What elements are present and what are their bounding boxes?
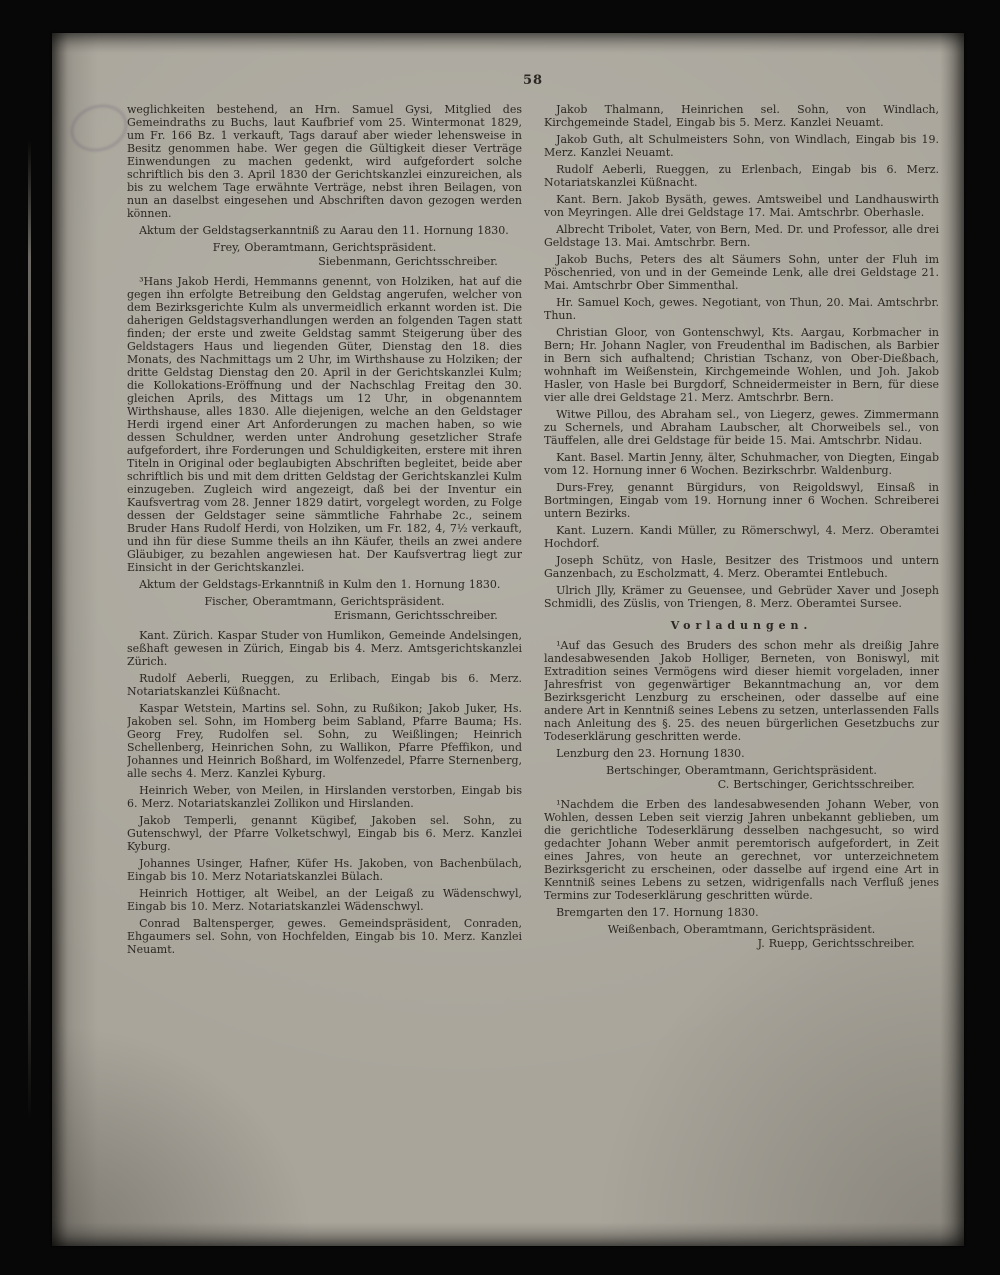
paragraph: Jakob Thalmann, Heinrichen sel. Sohn, von Windlach, Kirchgemeinde Stadel, Eingab bis 5. Merz. Kanzlei Neuamt.: [544, 103, 939, 129]
page-number: 58: [522, 73, 544, 88]
left-column: [127, 103, 522, 1166]
paragraph: weglichkeiten bestehend, an Hrn. Samuel Gysi, Mitglied des Gemeindraths zu Buchs, laut Kaufbrief vom 25. Wintermonat 1829, um Fr. 166 Bz. 1 verkauft, Tags darauf aber wieder lehensweise in Besitz genommen habe. Wer gegen die Gültigkeit dieser Verträge Einwendungen zu machen gedenkt, wird aufgefordert solche schriftlich bis den 3. April 1830 der Gerichtskanzlei einzureichen, als bis zu welchem Tage erwähnte Verträge, nebst ihren Beilagen, von nun an daselbst eingesehen und Abschriften davon gezogen werden können.: [127, 103, 522, 220]
paragraph: Rudolf Aeberli, Rueggen, zu Erlibach, Eingab bis 6. Merz. Notariatskanzlei Küßnacht.: [127, 672, 522, 698]
dateline: Lenzburg den 23. Hornung 1830.: [556, 747, 745, 760]
paragraph: Heinrich Hottiger, alt Weibel, an der Leigaß zu Wädenschwyl, Eingab bis 10. Merz. Notariatskanzlei Wädenschwyl.: [127, 887, 522, 913]
signature-line: Fischer, Oberamtmann, Gerichtspräsident.: [204, 595, 445, 608]
paragraph: Heinrich Weber, von Meilen, in Hirslanden verstorben, Eingab bis 6. Merz. Notariatskanzlei Zollikon und Hirslanden.: [127, 784, 522, 810]
library-stamp: [64, 97, 133, 159]
paragraph: Albrecht Tribolet, Vater, von Bern, Med. Dr. und Professor, alle drei Geldstage 13. Mai. Amtschrbr. Bern.: [544, 223, 939, 249]
paragraph: Kaspar Wetstein, Martins sel. Sohn, zu Rußikon; Jakob Juker, Hs. Jakoben sel. Sohn, im Homberg beim Sabland, Pfarre Bauma; Hs. Georg Frey, Rudolfen sel. Sohn, zu Weißlingen; Heinrich Schellenberg, Heinrichen Sohn, zu Wallikon, Pfarre Pfeffikon, und Johannes und Heinrich Boßhard, im Wolfenzedel, Pfarre Sternenberg, alle sechs 4. Merz. Kanzlei Kyburg.: [127, 702, 522, 780]
paragraph: Aktum der Geldstags-Erkanntniß in Kulm den 1. Hornung 1830.: [139, 578, 501, 591]
paragraph: Witwe Pillou, des Abraham sel., von Liegerz, gewes. Zimmermann zu Schernels, und Abraham Laubscher, alt Chorweibels sel., von Täuffelen, alle drei Geldstage für beide 15. Mai. Amtschrbr. Nidau.: [544, 408, 939, 447]
paragraph: Kant. Basel. Martin Jenny, älter, Schuhmacher, von Diegten, Eingab vom 12. Hornung inner 6 Wochen. Bezirkschrbr. Waldenburg.: [544, 451, 939, 477]
paragraph: Conrad Baltensperger, gewes. Gemeindspräsident, Conraden, Ehgaumers sel. Sohn, von Hochfelden, Eingab bis 10. Merz. Kanzlei Neuamt.: [127, 917, 522, 956]
paragraph: ³Hans Jakob Herdi, Hemmanns genennt, von Holziken, hat auf die gegen ihn erfolgte Betreibung den Geldstag angerufen, welcher von dem Bezirksgerichte Kulm als unvermeidlich erkannt worden ist. Die daherigen Geldstagsverhandlungen werden an folgenden Tagen statt finden; der erste und zweite Geldstag sammt Steigerung über des Geldstagers Haus und liegenden Güter, Dienstag den 18. dies Monats, des Nachmittags um 2 Uhr, im Wirthshause zu Holziken; der dritte Geldstag Dienstag den 20. April in der Gerichtskanzlei Kulm; die Kollokations-Eröffnung und der Nachschlag Freitag den 30. gleichen Aprils, des Mittags um 12 Uhr, in obgenanntem Wirthshause, alles 1830. Alle diejenigen, welche an den Geldstager Herdi irgend einer Art Anforderungen zu machen haben, so wie dessen Schuldner, werden unter Androhung gesetzlicher Strafe aufgefordert, ihre Forderungen und Schuldigkeiten, erstere mit ihren Titeln in Original oder beglaubigten Abschriften begleitet, beide aber schriftlich bis und mit dem dritten Geldstag der Gerichtskanzlei Kulm einzugeben. Zugleich wird angezeigt, daß bei der Inventur ein Kaufsvertrag vom 28. Jenner 1829 datirt, vorgelegt worden, zu Folge dessen der Geldstager seine sämmtliche Fahrhabe 2c., seinem Bruder Hans Rudolf Herdi, von Holziken, um Fr. 182, 4, 7½ verkauft, und ihn für diese Summe theils an ihn Käufer, theils an zwei andere Gläubiger, zu bezahlen angewiesen hat. Der Kaufsvertrag liegt zur Einsicht in der Gerichtskanzlei.: [127, 275, 522, 574]
paragraph: Jakob Buchs, Peters des alt Säumers Sohn, unter der Fluh im Pöschenried, von und in der Gemeinde Lenk, alle drei Geldstage 21. Mai. Amtschrbr Ober Simmenthal.: [544, 253, 939, 292]
section-heading: Vorladungen.: [670, 619, 813, 632]
paragraph: Ulrich Jlly, Krämer zu Geuensee, und Gebrüder Xaver und Joseph Schmidli, des Züslis, von Triengen, 8. Merz. Oberamtei Sursee.: [544, 584, 939, 610]
signature-line: J. Ruepp, Gerichtsschreiber.: [757, 937, 915, 950]
paper-sheet: [52, 33, 964, 1246]
signature-line: Siebenmann, Gerichtsschreiber.: [318, 255, 498, 268]
scan-edge-highlight: [28, 140, 31, 1120]
paragraph: Joseph Schütz, von Hasle, Besitzer des Tristmoos und untern Ganzenbach, zu Escholzmatt, 4. Merz. Oberamtei Entlebuch.: [544, 554, 939, 580]
paragraph: Kant. Bern. Jakob Bysäth, gewes. Amtsweibel und Landhauswirth von Meyringen. Alle drei Geldstage 17. Mai. Amtschrbr. Oberhasle.: [544, 193, 939, 219]
dateline: Bremgarten den 17. Hornung 1830.: [556, 906, 759, 919]
signature-line: Frey, Oberamtmann, Gerichtspräsident.: [212, 241, 437, 254]
signature-line: C. Bertschinger, Gerichtsschreiber.: [717, 778, 915, 791]
paragraph: ¹Nachdem die Erben des landesabwesenden Johann Weber, von Wohlen, dessen Leben seit vierzig Jahren unbekannt geblieben, um die gerichtliche Todeserklärung desselben nachgesucht, so wird gedachter Johann Weber anmit peremtorisch aufgefordert, in Zeit eines Jahres, von heute an gerechnet, vor unterzeichnetem Bezirksgericht zu erscheinen, oder dasselbe auf irgend eine Art in Kenntniß seines Lebens zu setzen, widrigenfalls nach Verfluß jenes Termins zur Todeserklärung geschritten würde.: [544, 798, 939, 902]
paragraph: ¹Auf das Gesuch des Bruders des schon mehr als dreißig Jahre landesabwesenden Jakob Holliger, Berneten, von Boniswyl, mit Extradition seines Vermögens wird dieser hiemit vorgeladen, inner Jahresfrist von gegenwärtiger Bekanntmachung an, vor dem Bezirksgericht Lenzburg zu erscheinen, oder dasselbe auf eine andere Art in Kenntniß seines Lebens zu setzen, unterlassenden Falls nach Anleitung des §. 25. des neuen bürgerlichen Gesetzbuchs zur Todeserklärung geschritten werde.: [544, 639, 939, 743]
paragraph: Jakob Temperli, genannt Kügibef, Jakoben sel. Sohn, zu Gutenschwyl, der Pfarre Volketschwyl, Eingab bis 6. Merz. Kanzlei Kyburg.: [127, 814, 522, 853]
paragraph: Durs-Frey, genannt Bürgidurs, von Reigoldswyl, Einsaß in Bortmingen, Eingab vom 19. Hornung inner 6 Wochen. Schreiberei untern Bezirks.: [544, 481, 939, 520]
paragraph: Kant. Luzern. Kandi Müller, zu Römerschwyl, 4. Merz. Oberamtei Hochdorf.: [544, 524, 939, 550]
signature-line: Erismann, Gerichtsschreiber.: [334, 609, 498, 622]
signature-line: Bertschinger, Oberamtmann, Gerichtspräsident.: [606, 764, 877, 777]
paragraph: Rudolf Aeberli, Rueggen, zu Erlenbach, Eingab bis 6. Merz. Notariatskanzlei Küßnacht.: [544, 163, 939, 189]
paragraph: Christian Gloor, von Gontenschwyl, Kts. Aargau, Korbmacher in Bern; Hr. Johann Nagler, von Freudenthal im Badischen, als Barbier in Bern sich aufhaltend; Christian Tschanz, von Ober-Dießbach, wohnhaft im Weißenstein, Kirchgemeinde Wohlen, und Joh. Jakob Hasler, von Hasle bei Burgdorf, Schneidermeister in Bern, für diese vier alle drei Geldstage 21. Merz. Amtschrbr. Bern.: [544, 326, 939, 404]
paragraph: Kant. Zürich. Kaspar Studer von Humlikon, Gemeinde Andelsingen, seßhaft gewesen in Zürich, Eingab bis 4. Merz. Amtsgerichtskanzlei Zürich.: [127, 629, 522, 668]
paragraph: Aktum der Geldstagserkanntniß zu Aarau den 11. Hornung 1830.: [139, 224, 509, 237]
right-column: [544, 103, 939, 1166]
paragraph: Jakob Guth, alt Schulmeisters Sohn, von Windlach, Eingab bis 19. Merz. Kanzlei Neuamt.: [544, 133, 939, 159]
signature-line: Weißenbach, Oberamtmann, Gerichtspräsident.: [607, 923, 876, 936]
text-block: [127, 103, 939, 1166]
paragraph: Hr. Samuel Koch, gewes. Negotiant, von Thun, 20. Mai. Amtschrbr. Thun.: [544, 296, 939, 322]
paragraph: Johannes Usinger, Hafner, Küfer Hs. Jakoben, von Bachenbülach, Eingab bis 10. Merz Notariatskanzlei Bülach.: [127, 857, 522, 883]
